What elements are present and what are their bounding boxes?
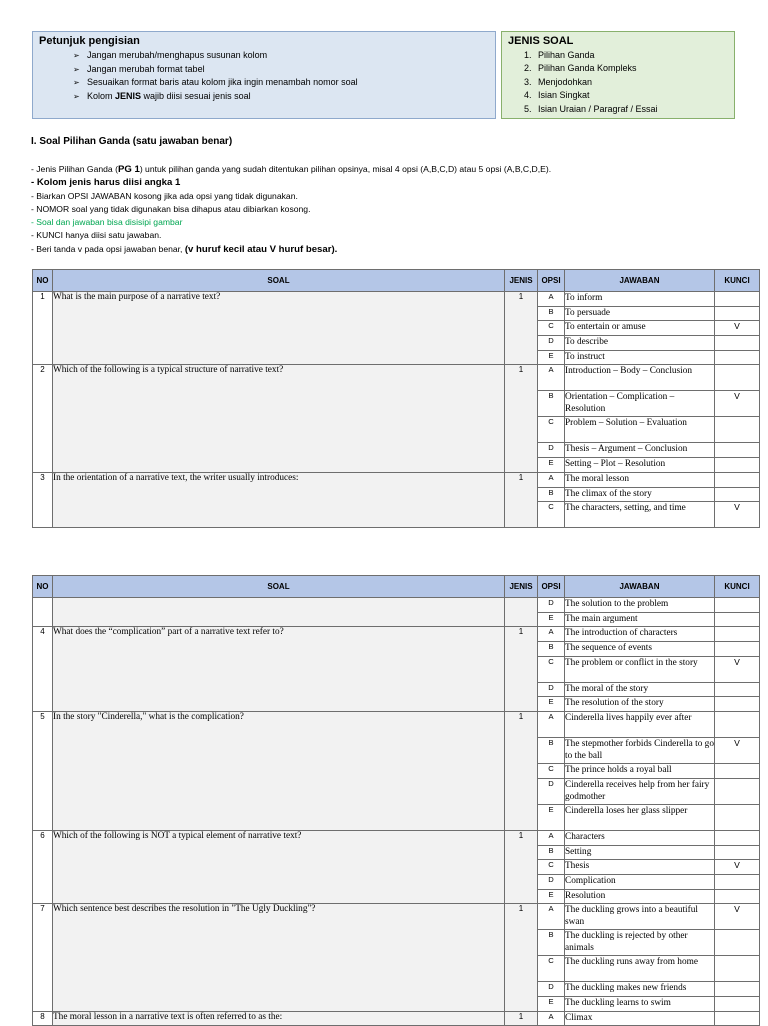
section-heading: I. Soal Pilihan Ganda (satu jawaban benar) <box>31 136 233 147</box>
instruction-item: ➢ Jangan merubah/menghapus susunan kolom <box>73 49 358 63</box>
header-jenis: JENIS <box>505 576 538 598</box>
option-key[interactable] <box>715 306 760 321</box>
instructions-title: Petunjuk pengisian <box>39 35 140 47</box>
option-letter: B <box>538 642 565 657</box>
arrow-bullet-icon: ➢ <box>73 64 80 74</box>
option-letter: E <box>538 458 565 473</box>
option-answer[interactable]: Introduction – Body – Conclusion <box>565 365 715 391</box>
option-letter: D <box>538 982 565 997</box>
table-row <box>33 904 760 930</box>
question-number: 4 <box>33 627 53 712</box>
option-key[interactable] <box>715 365 760 391</box>
option-answer[interactable]: Thesis <box>565 860 715 875</box>
table-row <box>33 830 760 845</box>
header-jawaban: JAWABAN <box>565 576 715 598</box>
arrow-bullet-icon: ➢ <box>73 51 80 60</box>
question-text[interactable]: Which sentence best describes the resolution in "The Ugly Duckling"? <box>53 904 505 1011</box>
option-letter: D <box>538 336 565 351</box>
instruction-item: ➢ Sesuaikan format baris atau kolom jika ingin menambah nomor soal <box>73 76 358 90</box>
question-number: 6 <box>33 830 53 903</box>
option-answer[interactable]: The sequence of events <box>565 642 715 657</box>
option-answer[interactable]: Thesis – Argument – Conclusion <box>565 443 715 458</box>
arrow-bullet-icon: ➢ <box>73 78 80 88</box>
question-number: 2 <box>33 365 53 472</box>
option-key[interactable] <box>715 996 760 1011</box>
option-letter: A <box>538 365 565 391</box>
question-text[interactable]: In the story "Cinderella," what is the complication? <box>53 712 505 831</box>
note-line: - KUNCI hanya diisi satu jawaban. <box>31 230 162 241</box>
question-jenis[interactable]: 1 <box>505 292 538 365</box>
option-key[interactable] <box>715 830 760 845</box>
option-letter: D <box>538 778 565 804</box>
option-answer[interactable]: Problem – Solution – Evaluation <box>565 417 715 443</box>
question-table <box>32 269 760 528</box>
note-line: - NOMOR soal yang tidak digunakan bisa dihapus atau dibiarkan kosong. <box>31 203 311 214</box>
option-answer[interactable]: The resolution of the story <box>565 697 715 712</box>
option-key[interactable]: V <box>715 738 760 764</box>
option-key[interactable] <box>715 487 760 502</box>
jenis-soal-item: 2. Pilihan Ganda Kompleks <box>524 63 637 74</box>
option-answer[interactable]: The main argument <box>565 612 715 627</box>
question-jenis[interactable]: 1 <box>505 904 538 1011</box>
option-letter: A <box>538 472 565 487</box>
table-row <box>33 472 760 487</box>
option-letter: E <box>538 612 565 627</box>
question-number: 3 <box>33 472 53 527</box>
option-letter: D <box>538 598 565 613</box>
option-letter: A <box>538 627 565 642</box>
option-key[interactable] <box>715 443 760 458</box>
option-key[interactable] <box>715 845 760 860</box>
option-letter: C <box>538 860 565 875</box>
question-number: 7 <box>33 904 53 1011</box>
jenis-soal-item: 5. Isian Uraian / Paragraf / Essai <box>524 103 658 114</box>
jenis-soal-item: 4. Isian Singkat <box>524 90 590 101</box>
option-key[interactable] <box>715 874 760 889</box>
instructions-box <box>32 31 496 119</box>
question-jenis[interactable]: 1 <box>505 830 538 903</box>
option-letter: B <box>538 930 565 956</box>
question-jenis[interactable]: 1 <box>505 472 538 527</box>
jenis-soal-item: 1. Pilihan Ganda <box>524 50 595 60</box>
question-number <box>33 598 53 627</box>
jenis-soal-list <box>524 49 658 116</box>
option-answer[interactable]: Setting – Plot – Resolution <box>565 458 715 473</box>
option-key[interactable] <box>715 956 760 982</box>
option-key[interactable]: V <box>715 321 760 336</box>
question-number: 8 <box>33 1011 53 1026</box>
option-key[interactable]: V <box>715 860 760 875</box>
option-answer[interactable]: The climax of the story <box>565 487 715 502</box>
option-letter: C <box>538 321 565 336</box>
header-jenis: JENIS <box>505 270 538 292</box>
option-answer[interactable]: Complication <box>565 874 715 889</box>
table-header-row <box>33 270 760 292</box>
question-jenis[interactable]: 1 <box>505 1011 538 1026</box>
note-line: - Biarkan OPSI JAWABAN kosong jika ada opsi yang tidak digunakan. <box>31 190 298 201</box>
table-row <box>33 712 760 738</box>
option-letter: C <box>538 956 565 982</box>
option-answer[interactable]: To inform <box>565 292 715 307</box>
option-answer[interactable]: Cinderella loses her glass slipper <box>565 804 715 830</box>
option-key[interactable] <box>715 682 760 697</box>
option-answer[interactable]: The stepmother forbids Cinderella to go to the ball <box>565 738 715 764</box>
question-text[interactable] <box>53 598 505 627</box>
option-letter: D <box>538 682 565 697</box>
option-answer[interactable]: The introduction of characters <box>565 627 715 642</box>
header-soal: SOAL <box>53 270 505 292</box>
option-answer[interactable]: Resolution <box>565 889 715 904</box>
table-row <box>33 627 760 642</box>
header-opsi: OPSI <box>538 270 565 292</box>
option-letter: D <box>538 443 565 458</box>
question-table <box>32 575 760 1026</box>
option-key[interactable] <box>715 627 760 642</box>
option-answer[interactable]: The duckling learns to swim <box>565 996 715 1011</box>
option-key[interactable] <box>715 612 760 627</box>
option-key[interactable] <box>715 697 760 712</box>
note-line: - Jenis Pilihan Ganda (PG 1) untuk pilihan ganda yang sudah ditentukan pilihan opsinya, misal 4 opsi (A,B,C,D) atau 5 opsi (A,B,C,D,E). <box>31 164 552 175</box>
option-key[interactable] <box>715 472 760 487</box>
jenis-soal-box <box>501 31 735 119</box>
option-letter: A <box>538 1011 565 1026</box>
option-key[interactable] <box>715 712 760 738</box>
option-answer[interactable]: The moral lesson <box>565 472 715 487</box>
instruction-item: ➢ Jangan merubah format tabel <box>73 63 358 77</box>
header-no: NO <box>33 576 53 598</box>
option-answer[interactable]: The prince holds a royal ball <box>565 764 715 779</box>
option-key[interactable]: V <box>715 502 760 528</box>
option-key[interactable]: V <box>715 904 760 930</box>
question-jenis[interactable] <box>505 598 538 627</box>
option-key[interactable] <box>715 598 760 613</box>
arrow-bullet-icon: ➢ <box>73 91 80 101</box>
question-jenis[interactable]: 1 <box>505 627 538 712</box>
option-letter: C <box>538 502 565 528</box>
option-answer[interactable]: The solution to the problem <box>565 598 715 613</box>
question-text[interactable]: In the orientation of a narrative text, the writer usually introduces: <box>53 472 505 527</box>
option-letter: C <box>538 764 565 779</box>
header-no: NO <box>33 270 53 292</box>
option-letter: A <box>538 712 565 738</box>
option-key[interactable]: V <box>715 656 760 682</box>
option-key[interactable] <box>715 350 760 365</box>
option-key[interactable] <box>715 642 760 657</box>
option-key[interactable] <box>715 930 760 956</box>
option-letter: A <box>538 292 565 307</box>
option-key[interactable] <box>715 336 760 351</box>
header-kunci: KUNCI <box>715 270 760 292</box>
option-letter: B <box>538 845 565 860</box>
jenis-soal-item: 3. Menjodohkan <box>524 76 593 87</box>
option-letter: E <box>538 996 565 1011</box>
note-line: - Kolom jenis harus diisi angka 1 <box>31 177 181 189</box>
option-answer[interactable]: Cinderella receives help from her fairy godmother <box>565 778 715 804</box>
question-number: 1 <box>33 292 53 365</box>
option-letter: C <box>538 656 565 682</box>
option-answer[interactable]: Climax <box>565 1011 715 1026</box>
note-line: - Beri tanda v pada opsi jawaban benar, (v huruf kecil atau V huruf besar). <box>31 243 338 255</box>
option-answer[interactable]: The duckling grows into a beautiful swan <box>565 904 715 930</box>
option-letter: D <box>538 874 565 889</box>
option-key[interactable] <box>715 889 760 904</box>
table-row <box>33 598 760 613</box>
header-kunci: KUNCI <box>715 576 760 598</box>
option-answer[interactable]: The characters, setting, and time <box>565 502 715 528</box>
instructions-list <box>73 49 358 103</box>
option-answer[interactable]: The duckling makes new friends <box>565 982 715 997</box>
option-answer[interactable]: Setting <box>565 845 715 860</box>
option-letter: B <box>538 391 565 417</box>
header-opsi: OPSI <box>538 576 565 598</box>
notes <box>31 163 551 256</box>
question-text[interactable]: What does the “complication” part of a narrative text refer to? <box>53 627 505 712</box>
question-text[interactable]: Which of the following is a typical structure of narrative text? <box>53 365 505 472</box>
option-key[interactable]: V <box>715 391 760 417</box>
option-answer[interactable]: Characters <box>565 830 715 845</box>
option-key[interactable] <box>715 804 760 830</box>
note-line: - Soal dan jawaban bisa disisipi gambar <box>31 217 183 228</box>
option-letter: B <box>538 487 565 502</box>
option-letter: A <box>538 904 565 930</box>
question-jenis[interactable]: 1 <box>505 365 538 472</box>
option-key[interactable] <box>715 417 760 443</box>
option-answer[interactable]: The duckling is rejected by other animals <box>565 930 715 956</box>
question-number: 5 <box>33 712 53 831</box>
jenis-soal-title: JENIS SOAL <box>508 35 574 47</box>
option-letter: C <box>538 417 565 443</box>
option-letter: A <box>538 830 565 845</box>
option-key[interactable] <box>715 458 760 473</box>
table-row <box>33 292 760 307</box>
header-soal: SOAL <box>53 576 505 598</box>
instruction-item: ➢ Kolom JENIS wajib diisi sesuai jenis soal <box>73 90 358 104</box>
question-text[interactable]: What is the main purpose of a narrative text? <box>53 292 505 365</box>
header-jawaban: JAWABAN <box>565 270 715 292</box>
table-row <box>33 365 760 391</box>
option-letter: B <box>538 306 565 321</box>
option-answer[interactable]: The problem or conflict in the story <box>565 656 715 682</box>
option-key[interactable] <box>715 778 760 804</box>
option-answer[interactable]: To instruct <box>565 350 715 365</box>
option-key[interactable] <box>715 292 760 307</box>
option-letter: E <box>538 350 565 365</box>
option-letter: B <box>538 738 565 764</box>
option-answer[interactable]: To persuade <box>565 306 715 321</box>
question-text[interactable]: Which of the following is NOT a typical element of narrative text? <box>53 830 505 903</box>
option-key[interactable] <box>715 764 760 779</box>
option-key[interactable] <box>715 982 760 997</box>
option-answer[interactable]: Orientation – Complication – Resolution <box>565 391 715 417</box>
question-jenis[interactable]: 1 <box>505 712 538 831</box>
question-text[interactable]: The moral lesson in a narrative text is often referred to as the: <box>53 1011 505 1026</box>
option-letter: E <box>538 804 565 830</box>
option-letter: E <box>538 889 565 904</box>
option-answer[interactable]: Cinderella lives happily ever after <box>565 712 715 738</box>
option-answer[interactable]: The moral of the story <box>565 682 715 697</box>
table-header-row <box>33 576 760 598</box>
option-letter: E <box>538 697 565 712</box>
option-answer[interactable]: The duckling runs away from home <box>565 956 715 982</box>
option-answer[interactable]: To describe <box>565 336 715 351</box>
option-answer[interactable]: To entertain or amuse <box>565 321 715 336</box>
